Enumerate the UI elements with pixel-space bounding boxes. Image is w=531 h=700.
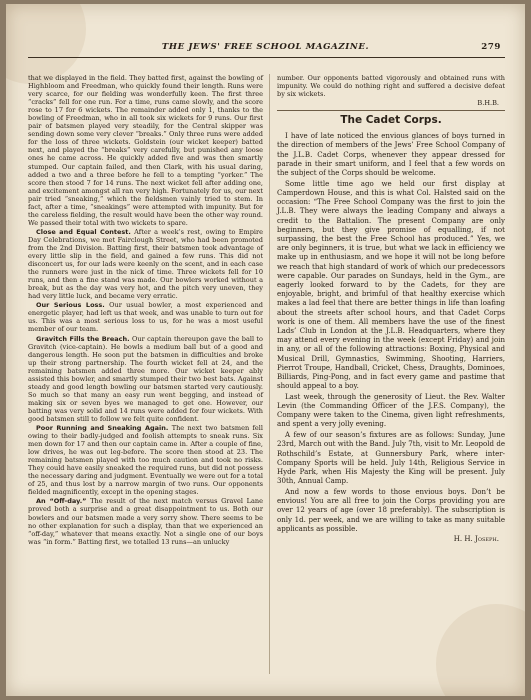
section-text: The next two batsmen fell owing to their badly-judged and foolish attempts to sneak runs. Six men down for 17 and then our captain came in. After a couple of fine, low drives, he was out leg-before. The score then stood at 23. The remaining batsmen played with too much caution and took no risks. They could have easily sneaked the required runs, but did not possess the necessary daring and judgment. Eventually we were out for a total of 25, and thus lost by a narrow margin of two runs. Our opponents fielded magnificently, except in the opening stages. [28, 424, 263, 497]
page-header [6, 42, 525, 56]
section-heading: Poor Running and Sneaking Again. [36, 424, 169, 433]
section-heading: Close and Equal Contest. [36, 227, 131, 236]
magazine-title: THE JEWS' FREE SCHOOL MAGAZINE. [161, 42, 370, 52]
article-paragraph: Some little time ago we held our first display at Camperdown House, and this is what Col. Halsted said on the occasion: “The Free School Company was the first to join the J.L.B. They were always the leading Company and always a credit to the Battalion. The present Company are only beginners, but they give promise of equalling, if not surpassing, the best the Free School has produced.” Yes, we are only beginners, it is true, but what we lack in efficiency we make up in enthusiasm, and we hope it will not be long before we reach that high standard of work of which our predecessors were capable. Our parades on Sundays, held in the Gym., are eagerly looked forward to by the Cadets, for they are enjoyable, bright, and brimful of that healthy exercise which makes a lad feel that there are better things in life than loafing about the streets after school hours, and that Cadet Corps work is one of them. All members have the use of the finest Lads’ Club in London at the J.L.B. Headquarters, where they may attend every evening in the week (except Friday) and join in any, or all of the following attractions: Boxing, Physical and Musical Drill, Gymnastics, Swimming, Shooting, Harriers, Pierrot Troupe, Handball, Cricket, Chess, Draughts, Dominoes, Billiards, Ping-Pong, and in fact every game and pastime that should appeal to a boy. [277, 178, 505, 391]
section-text: The result of the next match versus Gravel Lane proved both a surprise and a great disappointment to us. Both our bowlers and our batsmen made a very sorry show. There seems to be no other explanation for such a display, than that we experienced an “off-day,” whatever that means exactly. Not a single one of our boys was “in form.” Batting first, we totalled 13 runs—an unlucky [28, 497, 263, 546]
section-close-contest [28, 228, 263, 300]
page-number: 279 [481, 42, 501, 52]
left-column [28, 74, 263, 547]
section-text: Our captain thereupon gave the ball to Gravitch (vice-captain). He bowls a medium ball but of a good and dangerous length. He soon put the batsmen in difficulties and broke up their strong partnership. The fourth wicket fell at 24, and the remaining batsmen added three more. Our wicket keeper ably assisted this bowler, and smartly stumped their two best bats. Against steady and good length bowling our batsmen started very cautiously. So much so that many an easy run went begging, and instead of making six or seven byes we managed to get one. However, our batting was very solid and 14 runs were added for four wickets. With good batsmen still to follow we felt quite confident. [28, 334, 263, 423]
cadet-corps-article [277, 131, 505, 543]
section-gravitch [28, 335, 263, 424]
report-signature: B.H.B. [477, 99, 499, 108]
section-heading: Gravitch Fills the Breach. [36, 334, 130, 343]
article-paragraph: A few of our season’s fixtures are as follows: Sunday, June 23rd, March out with the Band. July 7th, visit to Mr. Leopold de Rothschild’s Estate, at Gunnersbury Park, where inter-Company Sports will be held. July 14th, Religious Service in Hyde Park, when His Majesty the King will be present. July 30th, Annual Camp. [277, 430, 505, 486]
cadet-corps-title: The Cadet Corps. [277, 110, 505, 127]
cricket-report-end: number. Our opponents batted vigorously and obtained runs with impunity. We could do nothing right and suffered a decisive defeat by six wickets. [277, 74, 505, 99]
column-divider [269, 74, 270, 674]
section-off-day [28, 497, 263, 545]
cricket-report-intro: that we displayed in the field. They batted first, against the bowling of Highbloom and Freedman, who quickly found their length. Runs were very scarce, for our fielding was wonderfully keen. The first three “cracks” fell for one run. For a time, runs came slowly, and the score rose to 17 for 6 wickets. The remainder added only 1, thanks to the bowling of Freedman, who in all took six wickets for 9 runs. Our first pair of batsmen played very steadily, for the Central skipper was sending down some very clever “breaks.” Only three runs were added for the loss of three wickets. Goldstein (our wicket keeper) batted next, and played the “breaks” very carefully, but punished any loose ones he came across. He quickly added five and was then smartly stumped. Our captain failed, and then Clark, with his usual daring, added a two and a three before he fell to a tempting “yorker.” The score then stood 7 for 14 runs. The next wicket fell after adding one, and excitement amongst all ran very high. Fortunately for us, our next pair tried “sneaking,” which the fieldsmen vainly tried to stem. In fact, after a time, “sneakings” were attempted with impunity. But for the careless fielding, the result would have been the other way round. We passed their total with two wickets to spare. [28, 74, 263, 227]
article-paragraph: And now a few words to those envious boys. Don’t be envious! You are all free to join the Corps providing you are over 12 years of age (over 18 preferably). The subscription is only 1d. per week, and we are willing to take as many suitable applicants as possible. [277, 486, 505, 533]
header-rule [28, 57, 505, 58]
article-paragraph: I have of late noticed the envious glances of boys turned in the direction of members of the Jews’ Free School Company of the J.L.B. Cadet Corps, whenever they appear dressed for parade in their smart uniform, and I feel that a few words on the subject of the Corps should be welcome. [277, 131, 505, 177]
right-column [277, 74, 505, 545]
article-signature: H. H. Joseph. [453, 534, 499, 544]
paper-stain [436, 604, 525, 696]
section-poor-running [28, 424, 263, 496]
article-paragraph: Last week, through the generosity of Lieut. the Rev. Walter Levin (the Commanding Officer of the J.F.S. Company), the Company were taken to the Cinema, given light refreshments, and spent a very jolly evening. [277, 391, 505, 429]
section-heading: Our Serious Loss. [36, 301, 105, 310]
section-serious-loss [28, 301, 263, 333]
section-heading: An “Off-day.” [36, 497, 87, 506]
magazine-page [6, 4, 525, 696]
section-text: Our usual bowler, a most experienced and energetic player, had left us that week, and was unable to turn out for us. This was a most serious loss to us, for he was a most useful member of our team. [28, 301, 263, 334]
section-text: After a week’s rest, owing to Empire Day Celebrations, we met Fairclough Street, who had been promoted from the 2nd Division. Batting first, their batsmen took advantage of every little slip in the field, and gained a few runs. This did not disconcert us, for our lads were keenly on the scent, and in each case the runners were just in the nick of time. Three wickets fell for 10 runs, and then a fine stand was made. Our bowlers worked without a break, but as the day was very hot, and the pitch very uneven, they had very little luck, and became very erratic. [28, 227, 263, 301]
